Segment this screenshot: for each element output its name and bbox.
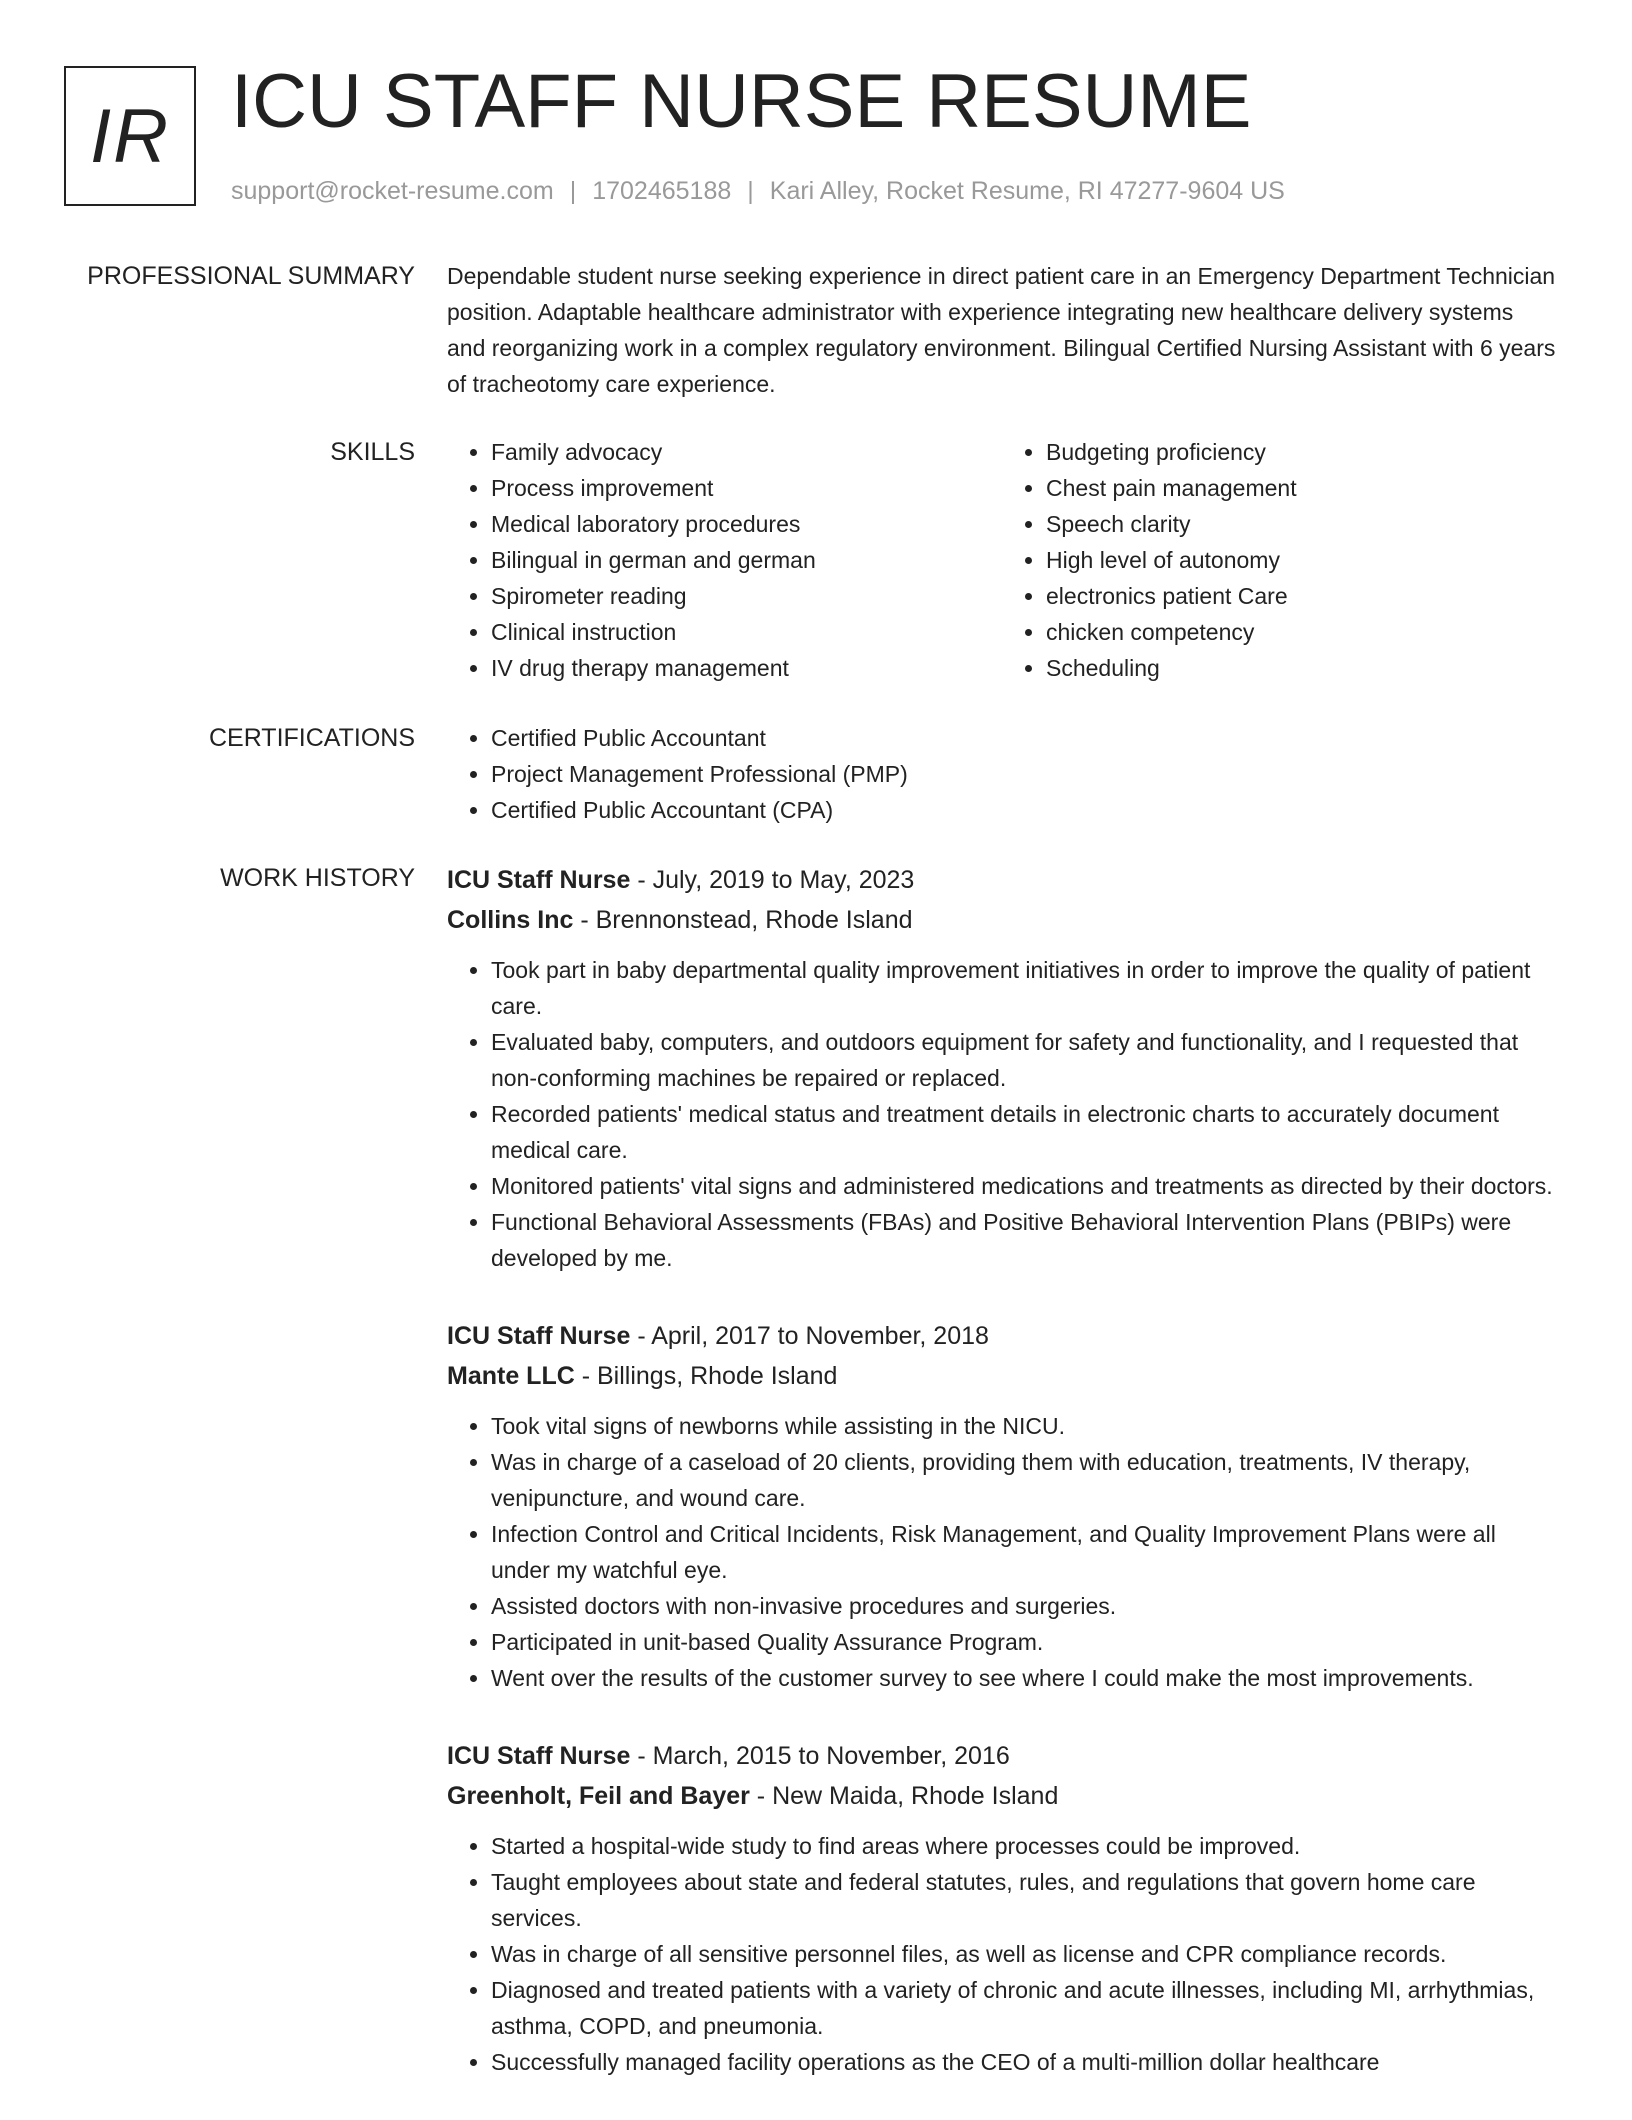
job-location: - New Maida, Rhode Island [749,1782,1059,1810]
job-employer [447,900,1557,940]
job-company: Greenholt, Feil and Bayer [447,1782,750,1810]
skill-item: • Family advocacy [491,434,1002,470]
contact-email[interactable]: support@rocket-resume.com [231,177,554,205]
job-bullet: • Took part in baby departmental quality improvement initiatives in order to improve the quality of patient care. [491,952,1557,1024]
job-location: - Brennonstead, Rhode Island [573,906,913,934]
certification-item: • Certified Public Accountant [491,720,1557,756]
job-bullet: • Was in charge of a caseload of 20 clients, providing them with education, treatments, IV therapy, venipuncture, and wound care. [491,1444,1557,1516]
job-bullet: • Evaluated baby, computers, and outdoors equipment for safety and functionality, and I requested that non-conforming machines be repaired or replaced. [491,1024,1557,1096]
job-bullets [447,1408,1557,1696]
job-bullet: • Was in charge of all sensitive personnel files, as well as license and CPR compliance records. [491,1936,1557,1972]
job-bullet: • Diagnosed and treated patients with a variety of chronic and acute illnesses, including MI, arrhythmias, asthma, COPD, and pneumonia. [491,1972,1557,2044]
job-entry [447,1316,1557,1696]
contact-address: Kari Alley, Rocket Resume, RI 47277-9604 US [769,177,1285,205]
job-bullet: • Took vital signs of newborns while assisting in the NICU. [491,1408,1557,1444]
job-dates: - March, 2015 to November, 2016 [630,1742,1010,1770]
work-history-content [447,860,1557,2120]
skill-item: • Budgeting proficiency [1046,434,1557,470]
section-label-summary: PROFESSIONAL SUMMARY [87,262,415,290]
skills-list-right [1002,434,1557,686]
job-title: ICU Staff Nurse [447,1742,631,1770]
summary-text: Dependable student nurse seeking experience in direct patient care in an Emergency Department Technician position. Adaptable healthcare administrator with experience integrating new healthcare delivery systems and reorganizing work in a complex regulatory environment. Bilingual Certified Nursing Assistant with 6 years of tracheotomy care experience. [447,263,1556,397]
job-bullet: • Recorded patients' medical status and treatment details in electronic charts to accurately document medical care. [491,1096,1557,1168]
job-company: Collins Inc [447,906,574,934]
job-bullet: • Successfully managed facility operations as the CEO of a multi-million dollar healthcare [491,2044,1557,2080]
job-bullet: • Participated in unit-based Quality Assurance Program. [491,1624,1557,1660]
skill-item: • Spirometer reading [491,578,1002,614]
job-heading [447,1736,1557,1776]
skill-item: • Chest pain management [1046,470,1557,506]
skills-list-left [447,434,1002,686]
job-entry [447,1736,1557,2080]
job-bullet: • Infection Control and Critical Incidents, Risk Management, and Quality Improvement Plans were all under my watchful eye. [491,1516,1557,1588]
skill-item: • Medical laboratory procedures [491,506,1002,542]
job-heading [447,860,1557,900]
certifications-list [447,720,1557,828]
contact-separator: | [747,177,754,205]
job-title: ICU Staff Nurse [447,866,631,894]
certifications-content [447,720,1557,828]
job-bullets [447,1828,1557,2080]
job-bullet: • Taught employees about state and federal statutes, rules, and regulations that govern home care services. [491,1864,1557,1936]
contact-separator: | [569,177,577,205]
section-label-skills: SKILLS [330,438,415,466]
skill-item: • IV drug therapy management [491,650,1002,686]
job-entry [447,860,1557,1276]
contact-phone[interactable]: 1702465188 [592,177,732,205]
job-bullet: • Started a hospital-wide study to find areas where processes could be improved. [491,1828,1557,1864]
section-label-work-history: WORK HISTORY [220,864,415,892]
job-dates: - July, 2019 to May, 2023 [630,866,915,894]
job-company: Mante LLC [447,1362,575,1390]
contact-line [231,174,1285,208]
job-employer [447,1776,1557,1816]
skill-item: • Process improvement [491,470,1002,506]
monogram-logo: IR [64,66,196,206]
skill-item: • Scheduling [1046,650,1557,686]
skill-item: • chicken competency [1046,614,1557,650]
job-bullet: • Functional Behavioral Assessments (FBAs) and Positive Behavioral Intervention Plans (PBIPs) were developed by me. [491,1204,1557,1276]
skill-item: • High level of autonomy [1046,542,1557,578]
job-dates: - April, 2017 to November, 2018 [630,1322,989,1350]
section-label-certifications: CERTIFICATIONS [208,724,415,752]
job-bullets [447,952,1557,1276]
job-bullet: • Monitored patients' vital signs and administered medications and treatments as directed by their doctors. [491,1168,1557,1204]
job-employer [447,1356,1557,1396]
skill-item: • Bilingual in german and german [491,542,1002,578]
job-heading [447,1316,1557,1356]
job-bullet: • Assisted doctors with non-invasive procedures and surgeries. [491,1588,1557,1624]
skill-item: • Clinical instruction [491,614,1002,650]
skills-content [447,434,1557,686]
skill-item: • electronics patient Care [1046,578,1557,614]
certification-item: • Project Management Professional (PMP) [491,756,1557,792]
resume-title: ICU STAFF NURSE RESUME [231,59,1252,144]
skill-item: • Speech clarity [1046,506,1557,542]
job-title: ICU Staff Nurse [447,1322,631,1350]
job-bullet: • Went over the results of the customer survey to see where I could make the most improvements. [491,1660,1557,1696]
certification-item: • Certified Public Accountant (CPA) [491,792,1557,828]
job-location: - Billings, Rhode Island [574,1362,838,1390]
summary-content [447,258,1557,402]
